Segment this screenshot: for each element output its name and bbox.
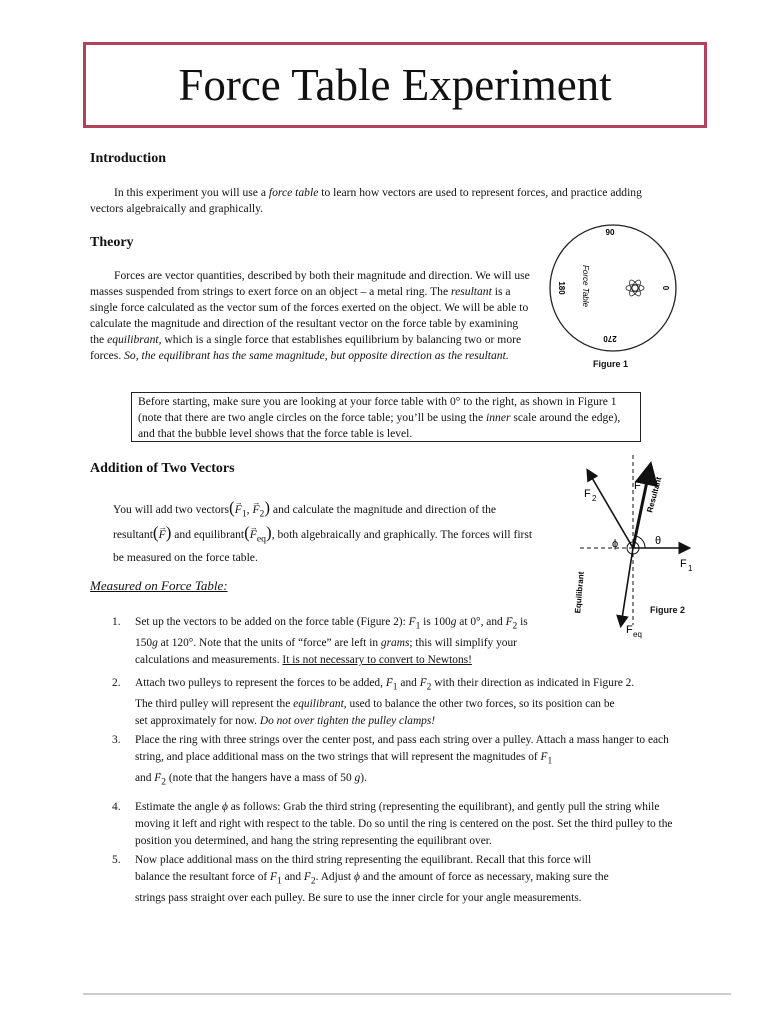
s2-e: set approximately for now. bbox=[135, 715, 260, 728]
paren-close: ) bbox=[264, 498, 271, 517]
resultant-label: Resultant bbox=[645, 475, 664, 514]
s1-h: ; this will simplify your bbox=[409, 637, 517, 650]
vector-f1: → F bbox=[541, 751, 548, 763]
sub-2: 2 bbox=[259, 508, 265, 520]
paren-open: ( bbox=[229, 498, 235, 517]
introduction-heading: Introduction bbox=[90, 151, 166, 166]
s3-d: ). bbox=[360, 772, 367, 785]
vector-f2: → F bbox=[420, 677, 427, 689]
paren-close-2: ) bbox=[165, 523, 172, 542]
s1-c: at 0°, and bbox=[456, 616, 506, 628]
theory-text-d: So, the equilibrant has the same magnitude, but opposite direction as the resultant. bbox=[124, 349, 509, 362]
addition-line-3: be measured on the force table. bbox=[113, 551, 258, 564]
vector-f2: → F bbox=[154, 772, 161, 784]
step-text bbox=[135, 852, 690, 907]
theta-arc bbox=[636, 536, 645, 548]
note-box bbox=[131, 392, 641, 442]
s3-c: (note that the hangers have a mass of 50 bbox=[166, 772, 355, 785]
theory-equilibrant: equilibrant bbox=[107, 333, 159, 346]
note-text-a: Before starting, make sure you are looking at your force table with 0° to the right, as shown in Figure 1 (note that there are two angle circles on the force table; you’ll be using the bbox=[138, 395, 617, 424]
theta-label: θ bbox=[655, 535, 662, 547]
sub: 2 bbox=[512, 621, 518, 632]
s4-phi: ϕ bbox=[221, 801, 228, 813]
f2-sub: 2 bbox=[592, 494, 597, 503]
addition-text-2f: , both algebraically and graphically. The forces will first bbox=[271, 528, 533, 541]
sub: 1 bbox=[415, 621, 421, 632]
s4-b: as follows: Grab the third string (representing the equilibrant), and gently pull the string while moving it left and right with respect to the table. Do so until the ring is centered on the post. Set the third pulley to the position you determined, and hang the string representing the equilibrant over. bbox=[135, 801, 673, 847]
sub-eq: eq bbox=[256, 533, 267, 545]
addition-line-2 bbox=[113, 525, 532, 547]
step-number: 2. bbox=[112, 677, 121, 689]
theory-text-a: Forces are vector quantities, described by both their magnitude and direction. We will use masses suspended from strings to exert force on an object – a metal ring. The bbox=[90, 269, 530, 298]
s2-eq: equilibrant bbox=[293, 698, 344, 711]
s5-d: and the amount of force as necessary, making sure the bbox=[359, 871, 609, 883]
sub: 1 bbox=[392, 682, 398, 693]
step-number: 4. bbox=[112, 801, 121, 813]
sub: 1 bbox=[547, 756, 553, 767]
intro-text-a: In this experiment you will use a bbox=[114, 186, 269, 199]
intro-em: force table bbox=[268, 186, 319, 199]
note-inner: inner bbox=[486, 411, 511, 424]
label-90: 90 bbox=[605, 228, 615, 237]
vector-f1: → F bbox=[386, 677, 393, 689]
s1-b: is 100 bbox=[420, 616, 451, 628]
addition-heading: Addition of Two Vectors bbox=[90, 461, 235, 476]
vector-f1: → F bbox=[409, 616, 416, 628]
s3-a: Place the ring with three strings over the center post, and pass each string over a pulley. Attach a mass hanger to each string, and place additional mass on the two strings that will represent the magnitudes of bbox=[135, 734, 669, 763]
f1-sub: 1 bbox=[688, 564, 693, 573]
s4-a: Estimate the angle bbox=[135, 801, 222, 813]
intro-text-b: to learn how vectors are used to represent forces, and practice adding vectors algebraically and graphically. bbox=[90, 186, 642, 215]
addition-line-1 bbox=[113, 500, 496, 522]
comma: , bbox=[246, 503, 253, 516]
s2-d: , used to balance the other two forces, so its position can be bbox=[343, 698, 615, 711]
paren-close-3: ) bbox=[266, 523, 272, 542]
vector-feq: → F bbox=[250, 528, 257, 541]
s5-b: balance the resultant force of bbox=[135, 871, 271, 883]
note-text-b: scale around the edge), and that the bubble level shows that the force table is level. bbox=[138, 411, 621, 440]
figure-2-caption: Figure 2 bbox=[650, 605, 686, 615]
theory-heading: Theory bbox=[90, 235, 134, 250]
label-270: 270 bbox=[603, 334, 617, 343]
f-label: F bbox=[634, 480, 641, 492]
theory-text-c: , which is a single force that establishes equilibrium by balancing two or more forces. bbox=[90, 333, 522, 362]
s5-e: strings pass straight over each pulley. Be sure to use the inner circle for your angle measurements. bbox=[135, 892, 582, 905]
vector-f: → F bbox=[159, 528, 166, 541]
step-text bbox=[135, 799, 690, 850]
sub-1: 1 bbox=[241, 508, 247, 520]
s5-and: and bbox=[281, 871, 304, 883]
footer-divider bbox=[83, 993, 731, 995]
step-number: 5. bbox=[112, 854, 121, 866]
s1-f: at 120°. Note that the units of “force” are left in bbox=[157, 637, 381, 650]
s1-grams: grams bbox=[380, 637, 410, 650]
s5-a: Now place additional mass on the third string representing the equilibrant. Recall that this force will bbox=[135, 854, 592, 866]
force-table-circle bbox=[550, 225, 676, 351]
page-title: Force Table Experiment bbox=[178, 59, 612, 110]
step-text bbox=[135, 732, 690, 792]
s1-d: is bbox=[517, 616, 528, 628]
addition-text-1g: and calculate the magnitude and direction of the bbox=[270, 503, 497, 516]
theory-resultant: resultant bbox=[451, 285, 492, 298]
s2-f: Do not over tighten the pulley clamps! bbox=[259, 715, 436, 728]
s1-g: g bbox=[450, 616, 457, 628]
step-number: 1. bbox=[112, 616, 121, 628]
f1-label: F bbox=[680, 558, 687, 570]
step-text bbox=[135, 675, 690, 730]
theory-paragraph bbox=[90, 268, 530, 364]
feq-label: F bbox=[626, 624, 633, 636]
paren-open-2: ( bbox=[152, 523, 159, 542]
s1-g2: g bbox=[152, 637, 158, 650]
sub: 2 bbox=[310, 876, 316, 887]
s3-b: and bbox=[135, 772, 155, 785]
label-0: 0 bbox=[661, 285, 670, 291]
vector-f2: → F bbox=[252, 503, 259, 516]
addition-text-2a: resultant bbox=[113, 528, 153, 541]
vector-f1: → F bbox=[235, 503, 242, 516]
s1-a: Set up the vectors to be added on the force table (Figure 2): bbox=[135, 616, 409, 628]
s2-and: and bbox=[397, 677, 420, 689]
title-box bbox=[83, 42, 707, 128]
label-180: 180 bbox=[557, 281, 566, 295]
feq-sub: eq bbox=[633, 630, 642, 639]
sub: 1 bbox=[277, 876, 282, 887]
s2-c: The third pulley will represent the bbox=[135, 698, 294, 711]
s2-a: Attach two pulleys to represent the forces to be added, bbox=[135, 677, 386, 689]
addition-text-1a: You will add two vectors bbox=[113, 503, 230, 516]
s1-e: 150 bbox=[135, 637, 153, 650]
theory-text-b: is a single force calculated as the vector sum of the forces exerted on the object. We will be able to calculate the magnitude and direction of the resultant vector on the force table by examining the bbox=[90, 285, 529, 346]
s1-underline: It is not necessary to convert to Newtons! bbox=[282, 654, 472, 667]
measured-heading: Measured on Force Table: bbox=[90, 578, 228, 593]
s3-g: g bbox=[354, 772, 361, 785]
vector-f2: → F bbox=[506, 616, 513, 628]
figure-1 bbox=[545, 224, 685, 360]
step-number: 3. bbox=[112, 734, 121, 746]
sub: 2 bbox=[426, 682, 432, 693]
ring-icon bbox=[626, 278, 644, 297]
phi-label: ϕ bbox=[612, 538, 619, 550]
addition-text-2c: and equilibrant bbox=[171, 528, 245, 541]
step-text bbox=[135, 614, 690, 669]
sub: 2 bbox=[161, 777, 167, 788]
vector-f1: → F bbox=[270, 871, 277, 883]
s5-c: . Adjust bbox=[315, 871, 354, 883]
introduction-paragraph bbox=[90, 185, 660, 217]
vector-f2: → F bbox=[304, 871, 311, 883]
f2-label: F bbox=[584, 488, 591, 500]
figure-1-caption: Figure 1 bbox=[593, 359, 629, 369]
arrow-f2 bbox=[588, 471, 633, 548]
equilibrant-label: Equilibrant bbox=[573, 571, 586, 614]
s2-b: with their direction as indicated in Figure 2. bbox=[431, 677, 635, 689]
s1-i: calculations and measurements. bbox=[135, 654, 283, 667]
s5-phi: ϕ bbox=[353, 871, 360, 883]
force-table-label: Force Table bbox=[581, 265, 590, 307]
paren-open-3: ( bbox=[244, 523, 250, 542]
